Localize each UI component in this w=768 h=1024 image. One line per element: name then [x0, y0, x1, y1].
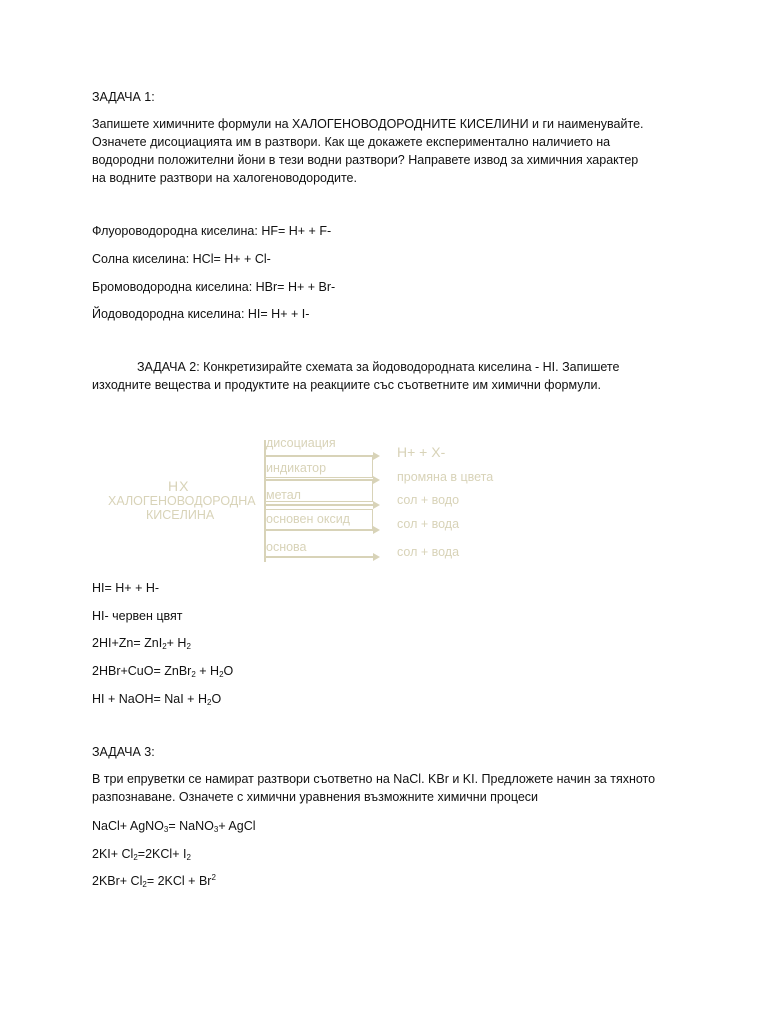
text-line: В три епруветки се намират разтвори съответно на NaCl. KBr и KI. Предложете начин за тяхното [92, 772, 656, 786]
scheme-arrow [266, 455, 374, 457]
text-line: водородни положителни йони в тези водни разтвори? Направете извод за химичния характер [92, 153, 639, 167]
scheme-branch-basic-oxide: основен оксид [266, 512, 350, 526]
acid-hcl: Солна киселина: HCl= H+ + Cl- [92, 252, 271, 266]
text-line: изходните вещества и продуктите на реакциите със съответните им химични формули. [92, 378, 601, 392]
task1-text [92, 115, 672, 187]
scheme-branch-metal: метал [266, 488, 301, 502]
answer-indicator: HI- червен цвят [92, 609, 183, 623]
scheme-arrow [266, 529, 374, 531]
scheme-left-line2: КИСЕЛИНА [146, 508, 215, 522]
task2-title-line: ЗАДАЧА 2: Конкретизирайте схемата за йодоводородната киселина - HI. Запишете [137, 360, 620, 374]
scheme-result-basic-oxide: сол + вода [397, 517, 460, 531]
acid-hbr: Бромоводородна киселина: HBr= H+ + Br- [92, 280, 336, 294]
equation-ki: $2KI+ Cl_2=2KCl+ I_2$ [92, 847, 191, 862]
text-line: разпознаване. Означете с химични уравнения възможните химични процеси [92, 790, 539, 804]
task3-title: ЗАДАЧА 3: [92, 745, 155, 759]
answer-dissociation: HI= H+ + H- [92, 581, 160, 595]
equation-kbr: $2KBr+ Cl_2= 2KCl + Br^2$ [92, 873, 216, 889]
acid-reaction-scheme [100, 430, 530, 565]
text-line: на водните разтвори на халогеноводородите. [92, 171, 357, 185]
scheme-left-line1: ХАЛОГЕНОВОДОРОДНА [108, 494, 256, 508]
answer-metal: $2HI+Zn= ZnI_2+ H_2$ [92, 636, 191, 651]
scheme-result-dissociation: H+ + X- [397, 444, 446, 460]
scheme-result-base: сол + вода [397, 545, 460, 559]
scheme-arrow [266, 504, 374, 506]
scheme-branch-base: основа [266, 540, 307, 554]
acid-hi: Йодоводородна киселина: HI= H+ + I- [92, 307, 310, 321]
text-line: Запишете химичните формули на ХАЛОГЕНОВОДОРОДНИТЕ КИСЕЛИНИ и ги наименувайте. [92, 117, 644, 131]
answer-basic-oxide: 2HBr+CuO= ZnBr$_2$ + $H_2O$ [92, 664, 234, 679]
answer-base: HI + NaOH= NaI + $H_2O$ [92, 692, 222, 707]
task3-text [92, 770, 672, 806]
scheme-hx-title: HX [168, 478, 190, 494]
acid-hf: Флуороводородна киселина: HF= H+ + F- [92, 224, 332, 238]
text-line: Означете дисоциацията им в разтвори. Как ще докажете експериментално наличието на [92, 135, 611, 149]
scheme-arrow [266, 479, 374, 481]
task1-title: ЗАДАЧА 1: [92, 90, 155, 104]
scheme-result-indicator: промяна в цвета [397, 470, 494, 484]
equation-nacl: NaCl+ AgNO$_3$= NaNO$_3$+ AgCl [92, 819, 256, 834]
scheme-arrow [266, 556, 374, 558]
task2-text [92, 358, 672, 394]
scheme-result-metal: сол + водо [397, 493, 460, 507]
scheme-branch-indicator: индикатор [266, 461, 327, 475]
scheme-branch-dissociation: дисоциация [266, 436, 336, 450]
